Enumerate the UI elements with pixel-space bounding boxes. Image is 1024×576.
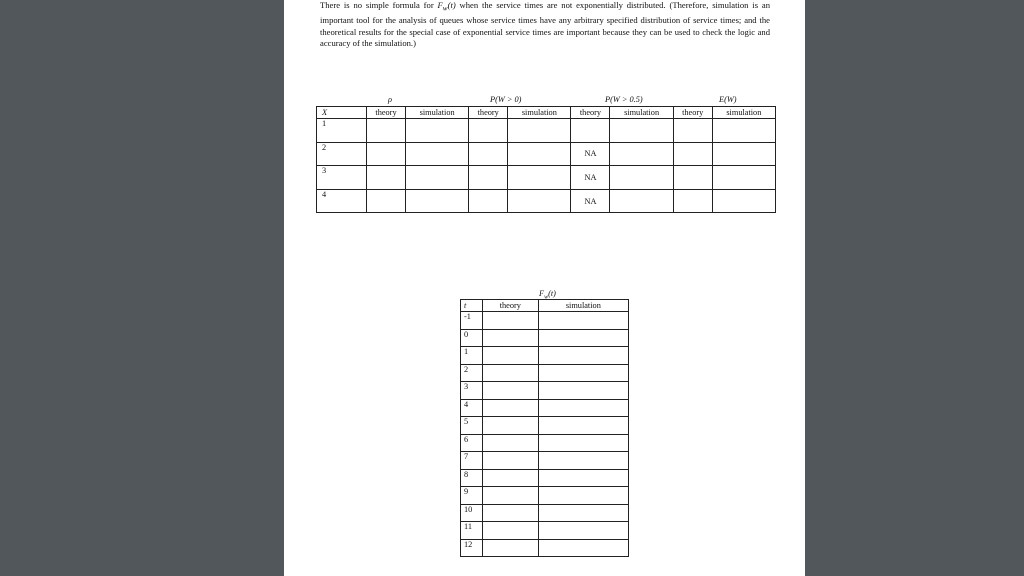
table-cell <box>367 189 406 213</box>
table-row <box>461 504 629 522</box>
table-cell <box>469 166 508 190</box>
table-row <box>317 166 776 190</box>
t-value: 6 <box>461 434 483 452</box>
t-value: 1 <box>461 347 483 365</box>
table-cell <box>538 382 628 400</box>
table-cell <box>483 399 539 417</box>
table-cell <box>538 539 628 557</box>
table-row <box>461 539 629 557</box>
table-cell <box>483 469 539 487</box>
fw-group-header: $F_w(t)$ <box>539 289 556 301</box>
table-cell <box>483 329 539 347</box>
table1-subheader-theory: theory <box>367 107 406 119</box>
table-cell <box>469 189 508 213</box>
table-cell <box>538 312 628 330</box>
results-table <box>316 106 776 213</box>
table-cell <box>538 469 628 487</box>
table-cell <box>673 119 712 143</box>
x-column-header: X <box>317 107 367 119</box>
t-column-header: t <box>461 300 483 312</box>
table-cell <box>538 452 628 470</box>
table-cell <box>538 347 628 365</box>
table-row <box>461 329 629 347</box>
table1-subheader-simulation: simulation <box>610 107 673 119</box>
table-row <box>461 434 629 452</box>
t-value: -1 <box>461 312 483 330</box>
e-w-header: E(W) <box>719 95 737 104</box>
table1-subheader-simulation: simulation <box>712 107 775 119</box>
intro-paragraph <box>320 0 770 50</box>
intro-text-start: There is no simple formula for <box>320 0 438 10</box>
table-cell <box>405 189 468 213</box>
table-cell <box>508 166 571 190</box>
table2-subheader-simulation: simulation <box>538 300 628 312</box>
t-value: 7 <box>461 452 483 470</box>
x-value: 1 <box>317 119 367 143</box>
table-cell <box>483 382 539 400</box>
table-cell <box>538 434 628 452</box>
table-cell <box>483 487 539 505</box>
table-cell <box>610 142 673 166</box>
table-row <box>461 399 629 417</box>
table-cell <box>469 119 508 143</box>
table-cell <box>483 452 539 470</box>
table-cell <box>712 142 775 166</box>
table-cell <box>508 189 571 213</box>
table-cell <box>610 189 673 213</box>
table-cell <box>483 504 539 522</box>
table-cell: NA <box>571 166 610 190</box>
table-cell <box>538 329 628 347</box>
p-w-gt-0-header: P(W > 0) <box>490 95 522 104</box>
fw-table <box>460 299 629 557</box>
table-cell <box>367 142 406 166</box>
table-row <box>461 364 629 382</box>
table1-subheader-theory: theory <box>673 107 712 119</box>
table-cell <box>673 189 712 213</box>
table-cell <box>405 142 468 166</box>
table-cell <box>673 142 712 166</box>
x-value: 3 <box>317 166 367 190</box>
table-row <box>461 469 629 487</box>
table-cell <box>469 142 508 166</box>
table-cell <box>610 166 673 190</box>
table-row <box>461 487 629 505</box>
table-cell <box>538 364 628 382</box>
t-value: 11 <box>461 522 483 540</box>
t-value: 8 <box>461 469 483 487</box>
formula-fw: $F_w(t)$ <box>437 0 456 13</box>
t-value: 9 <box>461 487 483 505</box>
intro-text-rest: when the service times are not exponentially distributed. (Therefore, simulation is an important tool for the analysis of queues whose service times have any arbitrary specified distribution of service times; and the theoretical results for the special case of exponential service times are important because they can be used to check the logic and accuracy of the simulation.) <box>320 0 770 49</box>
t-value: 5 <box>461 417 483 435</box>
table-cell <box>508 142 571 166</box>
table-cell <box>712 119 775 143</box>
table-row <box>461 347 629 365</box>
t-value: 12 <box>461 539 483 557</box>
t-value: 10 <box>461 504 483 522</box>
table-cell <box>483 347 539 365</box>
document-page <box>284 0 805 576</box>
table1-subheader-simulation: simulation <box>508 107 571 119</box>
t-value: 3 <box>461 382 483 400</box>
t-value: 4 <box>461 399 483 417</box>
table-cell <box>483 539 539 557</box>
table1-subheader-simulation: simulation <box>405 107 468 119</box>
table1-header-row <box>317 107 776 119</box>
x-value: 2 <box>317 142 367 166</box>
table1-subheader-theory: theory <box>571 107 610 119</box>
table-cell <box>538 487 628 505</box>
rho-header: ρ <box>388 95 392 104</box>
table-row <box>461 522 629 540</box>
table-cell <box>712 189 775 213</box>
table-cell <box>367 166 406 190</box>
p-w-gt-05-header: P(W > 0.5) <box>605 95 643 104</box>
t-value: 2 <box>461 364 483 382</box>
table-cell <box>483 522 539 540</box>
table-cell <box>483 312 539 330</box>
table-cell <box>673 166 712 190</box>
table2-header-row <box>461 300 629 312</box>
x-value: 4 <box>317 189 367 213</box>
table-row <box>317 142 776 166</box>
table-cell <box>483 417 539 435</box>
table-row <box>317 189 776 213</box>
table-row <box>461 382 629 400</box>
table-cell <box>483 364 539 382</box>
table-cell: NA <box>571 142 610 166</box>
table-cell: NA <box>571 189 610 213</box>
table-cell <box>712 166 775 190</box>
table-cell <box>538 399 628 417</box>
table-cell <box>538 504 628 522</box>
table-row <box>461 417 629 435</box>
table-cell <box>405 119 468 143</box>
table-cell <box>571 119 610 143</box>
table-cell <box>538 522 628 540</box>
table-cell <box>405 166 468 190</box>
table2-subheader-theory: theory <box>483 300 539 312</box>
table1-subheader-theory: theory <box>469 107 508 119</box>
table-row <box>461 452 629 470</box>
table-cell <box>538 417 628 435</box>
table-cell <box>367 119 406 143</box>
table-cell <box>508 119 571 143</box>
t-value: 0 <box>461 329 483 347</box>
table-cell <box>483 434 539 452</box>
table-row <box>461 312 629 330</box>
table-cell <box>610 119 673 143</box>
table-row <box>317 119 776 143</box>
